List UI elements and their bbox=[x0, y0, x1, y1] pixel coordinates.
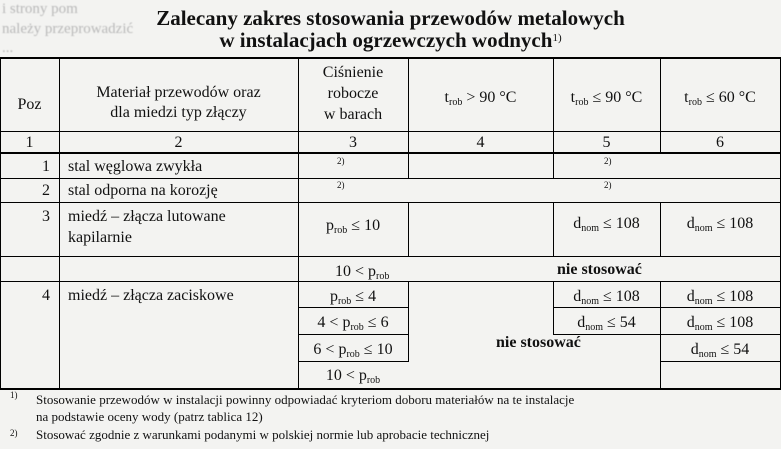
rule-r4-d1 bbox=[553, 307, 781, 308]
row3-dnom-col5: $d_{nom} \le 108$ bbox=[573, 215, 640, 234]
footnote1-line2: na podstawie oceny wody (patrz tablica 12) bbox=[36, 409, 263, 424]
header-material-l2: dla miedzi typ złączy bbox=[110, 104, 247, 121]
row2-note-pressure: 2) bbox=[337, 180, 345, 190]
row4-pressure-4: $10 < p_{rob}$ bbox=[325, 367, 381, 386]
row3-nie-stosowac: nie stosować bbox=[557, 261, 642, 278]
row1-note-temp: 2) bbox=[604, 156, 612, 166]
header-temp-gt90: $t_{rob} > 90$ °C bbox=[444, 89, 517, 108]
row3-pressure-1: $p_{rob} \le 10$ bbox=[325, 217, 381, 236]
row4-nie-stosowac: nie stosować bbox=[496, 334, 581, 351]
row1-number: 1 bbox=[42, 158, 50, 175]
row4-dnom-col6-a: $d_{nom} \le 108$ bbox=[686, 288, 754, 307]
footnote2-mark: 2) bbox=[10, 428, 18, 438]
rule-r4-p3 bbox=[298, 361, 408, 362]
title-footnote-ref: 1) bbox=[552, 32, 562, 44]
background-bleed-text: i strony pom należy przeprowadzić ... bbox=[2, 1, 134, 56]
header-temp-le60: $t_{rob} \le 60$ °C bbox=[684, 89, 756, 108]
row4-material: miedź – złącza zaciskowe bbox=[68, 287, 234, 304]
row4-dnom-col5-b: $d_{nom} \le 54$ bbox=[577, 314, 636, 333]
colnum-1: 1 bbox=[25, 134, 34, 151]
row4-dnom-col5-a: $d_{nom} \le 108$ bbox=[573, 288, 640, 307]
rule-r4-p2 bbox=[298, 334, 408, 335]
row1-note-pressure: 2) bbox=[337, 156, 345, 166]
row4-dnom-col6-b: $d_{nom} \le 108$ bbox=[686, 314, 754, 333]
rule-header bbox=[0, 131, 781, 132]
colnum-4: 4 bbox=[476, 134, 485, 151]
colnum-5: 5 bbox=[602, 134, 611, 151]
header-temp-le90: $t_{rob} \le 90$ °C bbox=[570, 89, 643, 108]
rule-row1 bbox=[0, 178, 781, 179]
colnum-3: 3 bbox=[349, 134, 357, 151]
row4-pressure-2: $4 < p_{rob} \le 6$ bbox=[317, 314, 389, 333]
header-pressure-l3: w barach bbox=[323, 106, 383, 123]
vrule-pressure-r4 bbox=[408, 281, 409, 362]
colnum-2: 2 bbox=[174, 134, 183, 151]
row2-note-temp: 2) bbox=[604, 180, 612, 190]
header-pressure-l1: Ciśnienie bbox=[322, 64, 384, 81]
row3-pressure-2: $10 < p_{rob}$ bbox=[335, 263, 390, 282]
colnum-6: 6 bbox=[716, 134, 724, 151]
vrule-col4-top bbox=[553, 57, 554, 179]
rule-r4-d2 bbox=[553, 334, 781, 335]
footnote2-text: Stosować zgodnie z warunkami podanymi w polskiej normie lub aprobacie technicznej bbox=[36, 427, 490, 442]
rule-row2 bbox=[0, 202, 781, 203]
header-material-l1: Materiał przewodów oraz bbox=[96, 84, 261, 101]
rule-top bbox=[0, 57, 781, 59]
header-poz: Poz bbox=[17, 96, 42, 113]
row2-material: stal odporna na korozję bbox=[68, 182, 218, 199]
rule-r4-d3 bbox=[660, 361, 781, 362]
rule-row3-split bbox=[0, 256, 781, 257]
row4-dnom-col6-c: $d_{nom} \le 54$ bbox=[690, 341, 750, 360]
vrule-pressure-r3 bbox=[408, 202, 409, 256]
row3-number: 3 bbox=[42, 208, 50, 225]
row4-number: 4 bbox=[42, 287, 50, 304]
vrule-pressure-top bbox=[408, 57, 409, 179]
header-pressure-l2: robocze bbox=[327, 85, 379, 102]
table-title-line1: Zalecany zakres stosowania przewodów metalowych bbox=[156, 6, 625, 30]
rule-r4-p1 bbox=[298, 307, 408, 308]
row1-material: stal węglowa zwykła bbox=[68, 158, 203, 175]
rule-colnums bbox=[0, 152, 781, 154]
rule-row3 bbox=[0, 281, 781, 282]
footnote1-mark: 1) bbox=[10, 390, 18, 400]
row2-number: 2 bbox=[42, 182, 50, 199]
row3-material-l1: miedź – złącza lutowane bbox=[68, 208, 226, 225]
table-title-line2: w instalacjach ogrzewczych wodnych$^{1)}$ bbox=[219, 28, 562, 52]
row3-material-l2: kapilarnie bbox=[68, 229, 132, 246]
row4-pressure-1: $p_{rob} \le 4$ bbox=[329, 288, 377, 307]
footnote1-line1: Stosowanie przewodów w instalacji powinny odpowiadać kryteriom doboru materiałów na te instalacje bbox=[36, 392, 575, 407]
row3-dnom-col6: $d_{nom} \le 108$ bbox=[686, 215, 754, 234]
row4-pressure-3: $6 < p_{rob} \le 10$ bbox=[313, 341, 393, 360]
rule-bottom bbox=[0, 388, 781, 390]
